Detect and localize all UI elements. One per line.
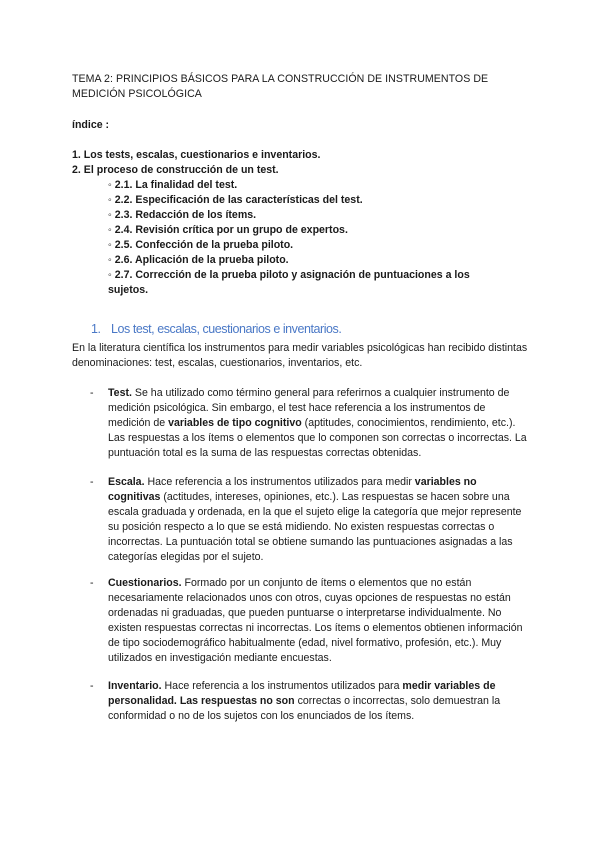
toc-subitem-label: 2.6. Aplicación de la prueba piloto. (114, 254, 289, 266)
section-number: 1. (91, 322, 101, 336)
toc-subitem-label: 2.2. Especificación de las características del test. (114, 194, 363, 206)
document-title: TEMA 2: PRINCIPIOS BÁSICOS PARA LA CONSTRUCCIÓN DE INSTRUMENTOS DE MEDICIÓN PSICOLÓGICA (72, 73, 489, 100)
definition-text: Formado por un conjunto de ítems o elementos que no están necesariamente relacionados unos con otros, cuyas opciones de respuestas no están ordenadas ni graduadas, que pueden puntuarse o interpretarse individualmente. No existen respuestas correctas ni incorrectas. Los ítems o elementos obtienen información de tipo sociodemográfico habitualmente (edad, nivel formativo, profesión, etc.). Muy utilizados en investigación mediante encuestas. (108, 577, 523, 664)
toc-subitem (108, 253, 528, 268)
definition-test (108, 386, 528, 461)
definition-text: (actitudes, intereses, opiniones, etc.). Las respuestas se hacen sobre una escala graduada y ordenada, en la que el sujeto elige la categoría que mejor represente su posición respecto a lo que se está midiendo. No existen respuestas correctas o incorrectas. La puntuación total se obtiene sumando las puntuaciones asignadas a las categorías elegidas por el sujeto. (108, 491, 522, 563)
definition-text: (aptitudes, conocimientos, rendimiento, etc.). Las respuestas a los ítems o elementos que lo componen son correctas o incorrectas. La puntuación total es la suma de las respuestas correctas obtenidas. (108, 417, 527, 459)
emphasis: medir variables de personalidad. Las respuestas no son (108, 680, 496, 707)
toc-subitem-label: 2.7. Corrección de la prueba piloto y asignación de puntuaciones a los sujetos. (108, 269, 470, 296)
section-heading (91, 322, 341, 337)
toc-item: 2. El proceso de construcción de un test. (72, 164, 279, 176)
toc-subitem-label: 2.5. Confección de la prueba piloto. (114, 239, 294, 251)
section-heading-text: Los test, escalas, cuestionarios e inventarios. (111, 322, 342, 336)
toc-item: 1. Los tests, escalas, cuestionarios e inventarios. (72, 149, 321, 161)
definition-text: Hace referencia a los instrumentos utilizados para (161, 680, 403, 692)
toc-subitem (108, 238, 528, 253)
definition-text: Se ha utilizado como término general para referirnos a cualquier instrumento de medición psicológica. Sin embargo, el test hace referencia a los instrumentos de medición de (108, 387, 510, 429)
emphasis: variables de tipo cognitivo (168, 417, 302, 429)
bullet-icon: ◦ (108, 239, 112, 251)
index-label: índice : (72, 119, 110, 131)
term: Inventario. (108, 680, 162, 692)
toc-subitem (108, 193, 528, 208)
definition-text: correctas o incorrectas, solo demuestran la conformidad o no de los sujetos con los enunciados de los ítems. (108, 695, 501, 722)
toc-subitem (108, 208, 528, 223)
intro-paragraph: En la literatura científica los instrumentos para medir variables psicológicas han recibido distintas denominaciones: test, escalas, cuestionarios, inventarios, etc. (72, 342, 528, 369)
list-dash: - (90, 387, 94, 399)
toc-subitem-label: 2.3. Redacción de los ítems. (114, 209, 257, 221)
term: Cuestionarios. (108, 577, 182, 589)
term: Test. (108, 387, 132, 399)
emphasis: variables no cognitivas (108, 476, 477, 503)
term: Escala. (108, 476, 145, 488)
definition-text: Hace referencia a los instrumentos utilizados para medir (144, 476, 415, 488)
definition-cuestionarios (108, 576, 528, 666)
bullet-icon: ◦ (108, 179, 112, 191)
bullet-icon: ◦ (108, 224, 112, 236)
definition-escala (108, 475, 528, 565)
toc-subitem (108, 268, 508, 298)
list-dash: - (90, 577, 94, 589)
toc-subitem (108, 223, 528, 238)
toc-subitem-label: 2.1. La finalidad del test. (114, 179, 238, 191)
list-dash: - (90, 680, 94, 692)
bullet-icon: ◦ (108, 269, 112, 281)
toc-subitem (108, 178, 528, 193)
list-dash: - (90, 476, 94, 488)
toc-subitem-label: 2.4. Revisión crítica por un grupo de expertos. (114, 224, 348, 236)
definition-inventario (108, 679, 528, 724)
bullet-icon: ◦ (108, 254, 112, 266)
bullet-icon: ◦ (108, 194, 112, 206)
bullet-icon: ◦ (108, 209, 112, 221)
